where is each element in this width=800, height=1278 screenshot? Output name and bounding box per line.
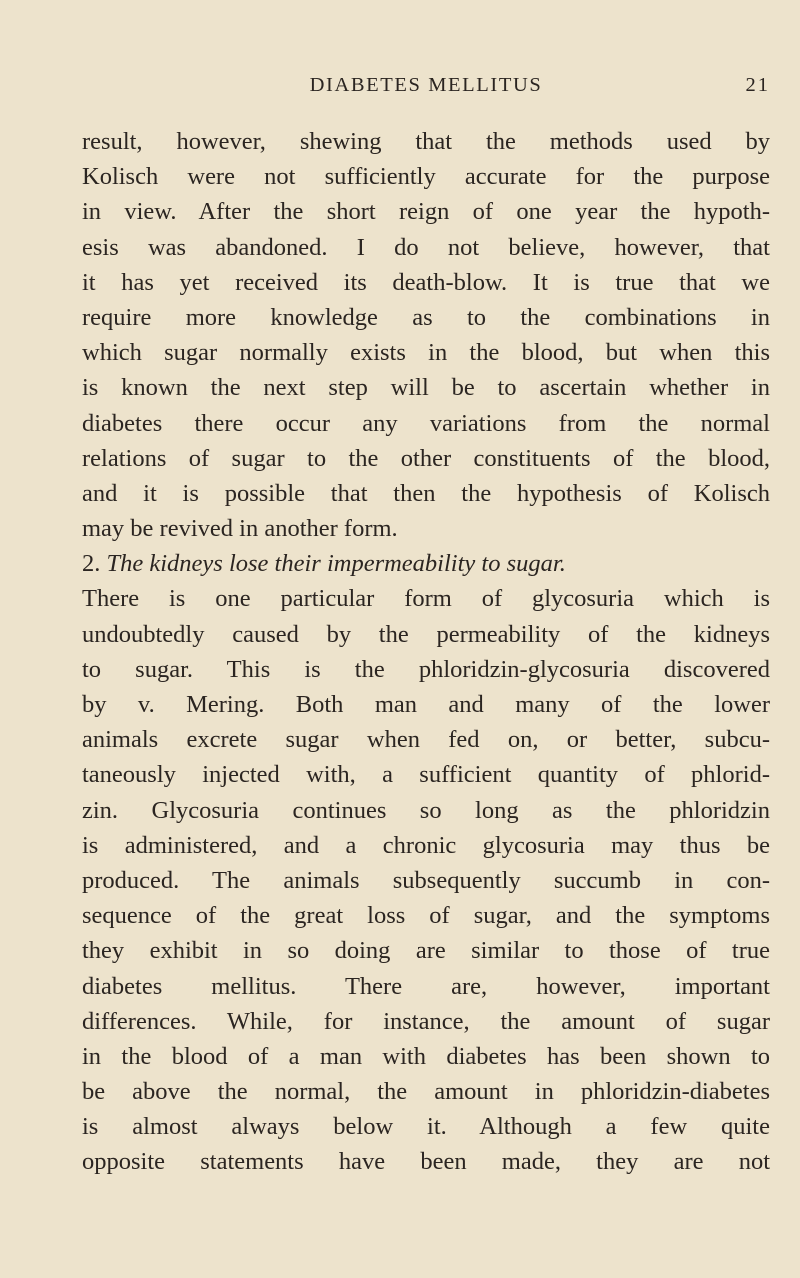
text-line: is almost always below it. Although a few quite [82,1113,770,1141]
text-line: is administered, and a chronic glycosuria may thus be [82,831,770,859]
running-head [82,74,770,108]
text-line: be above the normal, the amount in phloridzin-diabetes [82,1078,770,1106]
text-line: result, however, shewing that the methods used by [82,128,770,155]
text-line: taneously injected with, a sufficient quantity of phlorid- [82,761,770,789]
text-line: animals excrete sugar when fed on, or better, subcu- [82,726,770,754]
section-heading [82,546,770,581]
page-number: 21 [745,74,770,96]
text-line: by v. Mering. Both man and many of the lower [82,691,770,718]
text-line: produced. The animals subsequently succumb in con- [82,866,770,894]
text-line: diabetes mellitus. There are, however, important [82,972,770,1000]
running-title: DIABETES MELLITUS [309,74,543,96]
text-line: undoubtedly caused by the permeability of the kidneys [82,620,770,648]
text-line: esis was abandoned. I do not believe, however, that [82,233,770,261]
text-line: and it is possible that then the hypothesis of Kolisch [82,479,770,507]
text-line: may be revived in another form. [82,515,398,543]
text-line: they exhibit in so doing are similar to those of true [82,937,770,965]
text-line: diabetes there occur any variations from the normal [82,409,770,437]
body-text [82,124,770,1180]
section-number: 2. [82,550,101,578]
text-line: to sugar. This is the phloridzin-glycosuria discovered [82,655,770,683]
text-line: is known the next step will be to ascertain whether in [82,374,770,402]
text-line: in view. After the short reign of one year the hypoth- [82,198,770,226]
section-title: The kidneys lose their impermeability to sugar. [106,550,566,578]
text-line: opposite statements have been made, they are not [82,1148,770,1176]
text-line: it has yet received its death-blow. It is true that we [82,268,770,296]
text-line: There is one particular form of glycosuria which is [82,585,770,613]
text-line: sequence of the great loss of sugar, and the symptoms [82,902,770,930]
text-line: differences. While, for instance, the amount of sugar [82,1007,770,1035]
text-line: zin. Glycosuria continues so long as the phloridzin [82,796,770,824]
text-line: in the blood of a man with diabetes has been shown to [82,1042,770,1070]
text-line: require more knowledge as to the combinations in [82,303,770,331]
text-line: Kolisch were not sufficiently accurate for the purpose [82,163,770,191]
text-line: which sugar normally exists in the blood, but when this [82,339,770,367]
text-line: relations of sugar to the other constituents of the blood, [82,444,770,472]
